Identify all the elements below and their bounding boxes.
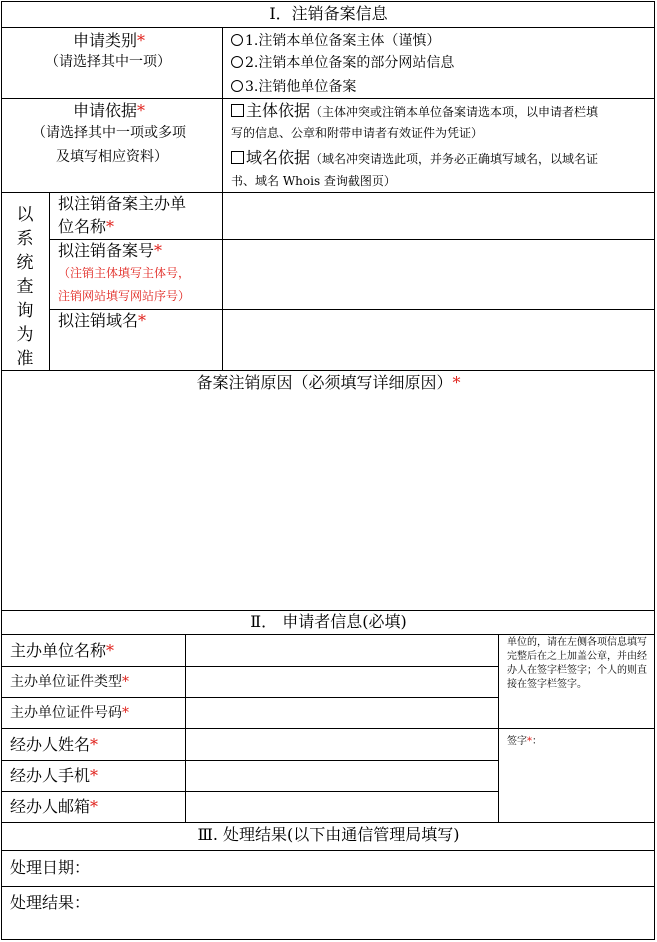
sponsor-id-type-field[interactable]: [186, 667, 498, 697]
radio-icon[interactable]: [231, 56, 243, 68]
agent-phone-label: 经办人手机*: [10, 766, 99, 785]
process-date-label: 处理日期：: [10, 858, 91, 877]
record-no-hint: （注销主体填写主体号，: [58, 266, 191, 280]
section1-title: Ⅰ．注销备案信息: [269, 4, 388, 23]
record-no-field[interactable]: [223, 240, 655, 309]
stamp-instruction-note: 单位的，请在左侧各项信息填写完整后在之上加盖公章，并由经办人在签字栏签字；个人的则直接在签字栏签字。: [507, 637, 647, 690]
row-divider: [1, 822, 655, 823]
sponsor-id-number-field[interactable]: [186, 698, 498, 728]
agent-name-field[interactable]: [186, 729, 498, 760]
record-no-label: 拟注销备案号*: [58, 241, 163, 260]
basis-option-domain-desc: 书、域名 Whois 查询截图页）: [231, 174, 396, 188]
section2-title: Ⅱ． 申请者信息(必填): [250, 612, 407, 631]
radio-icon[interactable]: [231, 34, 243, 46]
column-divider: [49, 192, 50, 371]
row-divider: [1, 370, 655, 371]
agent-phone-field[interactable]: [186, 761, 498, 791]
agent-email-label: 经办人邮箱*: [10, 797, 99, 816]
sponsor-id-number-label: 主办单位证件号码*: [10, 705, 129, 721]
sponsor-unit-name-label: 主办单位名称*: [10, 641, 115, 660]
agent-name-label: 经办人姓名*: [10, 735, 99, 754]
row-divider: [1, 850, 655, 851]
basis-option-entity[interactable]: 主体依据（主体冲突或注销本单位备案请选本项，以申请者栏填: [231, 103, 598, 119]
checkbox-icon[interactable]: [231, 151, 244, 164]
domain-field[interactable]: [223, 310, 655, 370]
sponsor-name-field[interactable]: [223, 193, 655, 239]
basis-option-entity-desc: 写的信息、公章和附带申请者有效证件为凭证）: [231, 126, 484, 140]
sponsor-name-label: 位名称*: [58, 217, 115, 236]
sponsor-name-label: 拟注销备案主办单: [58, 194, 187, 213]
side-label: 以 系 统 查 询 为 准: [16, 205, 34, 369]
signature-field[interactable]: [499, 729, 655, 822]
sponsor-id-type-label: 主办单位证件类型*: [10, 674, 129, 690]
record-no-hint: 注销网站填写网站序号）: [58, 289, 191, 303]
apply-type-option-1[interactable]: 1.注销本单位备案主体（谨慎）: [231, 34, 440, 48]
apply-basis-hint: （请选择其中一项或多项: [32, 125, 186, 141]
domain-label: 拟注销域名*: [58, 311, 147, 330]
row-divider: [1, 610, 655, 611]
checkbox-icon[interactable]: [231, 104, 244, 117]
apply-type-label: 申请类别*: [73, 31, 146, 50]
apply-basis-label: 申请依据*: [73, 101, 146, 120]
reason-label: 备案注销原因（必须填写详细原因）*: [196, 373, 461, 392]
row-divider: [1, 98, 655, 99]
basis-option-domain[interactable]: 域名依据（域名冲突请选此项，并务必正确填写域名，以域名证: [231, 150, 598, 166]
row-divider: [1, 27, 655, 28]
apply-type-hint: （请选择其中一项）: [45, 54, 171, 70]
row-divider: [1, 886, 655, 887]
process-result-label: 处理结果：: [10, 893, 91, 912]
apply-type-option-3[interactable]: 3.注销他单位备案: [231, 80, 356, 94]
apply-basis-hint: 及填写相应资料）: [56, 149, 168, 165]
section3-title: Ⅲ. 处理结果(以下由通信管理局填写): [197, 825, 460, 844]
agent-email-field[interactable]: [186, 792, 498, 822]
apply-type-option-2[interactable]: 2.注销本单位备案的部分网站信息: [231, 56, 454, 70]
reason-field[interactable]: [2, 396, 654, 608]
signature-label: 签字*：: [507, 736, 542, 747]
sponsor-unit-name-field[interactable]: [186, 635, 498, 666]
radio-icon[interactable]: [231, 80, 243, 92]
